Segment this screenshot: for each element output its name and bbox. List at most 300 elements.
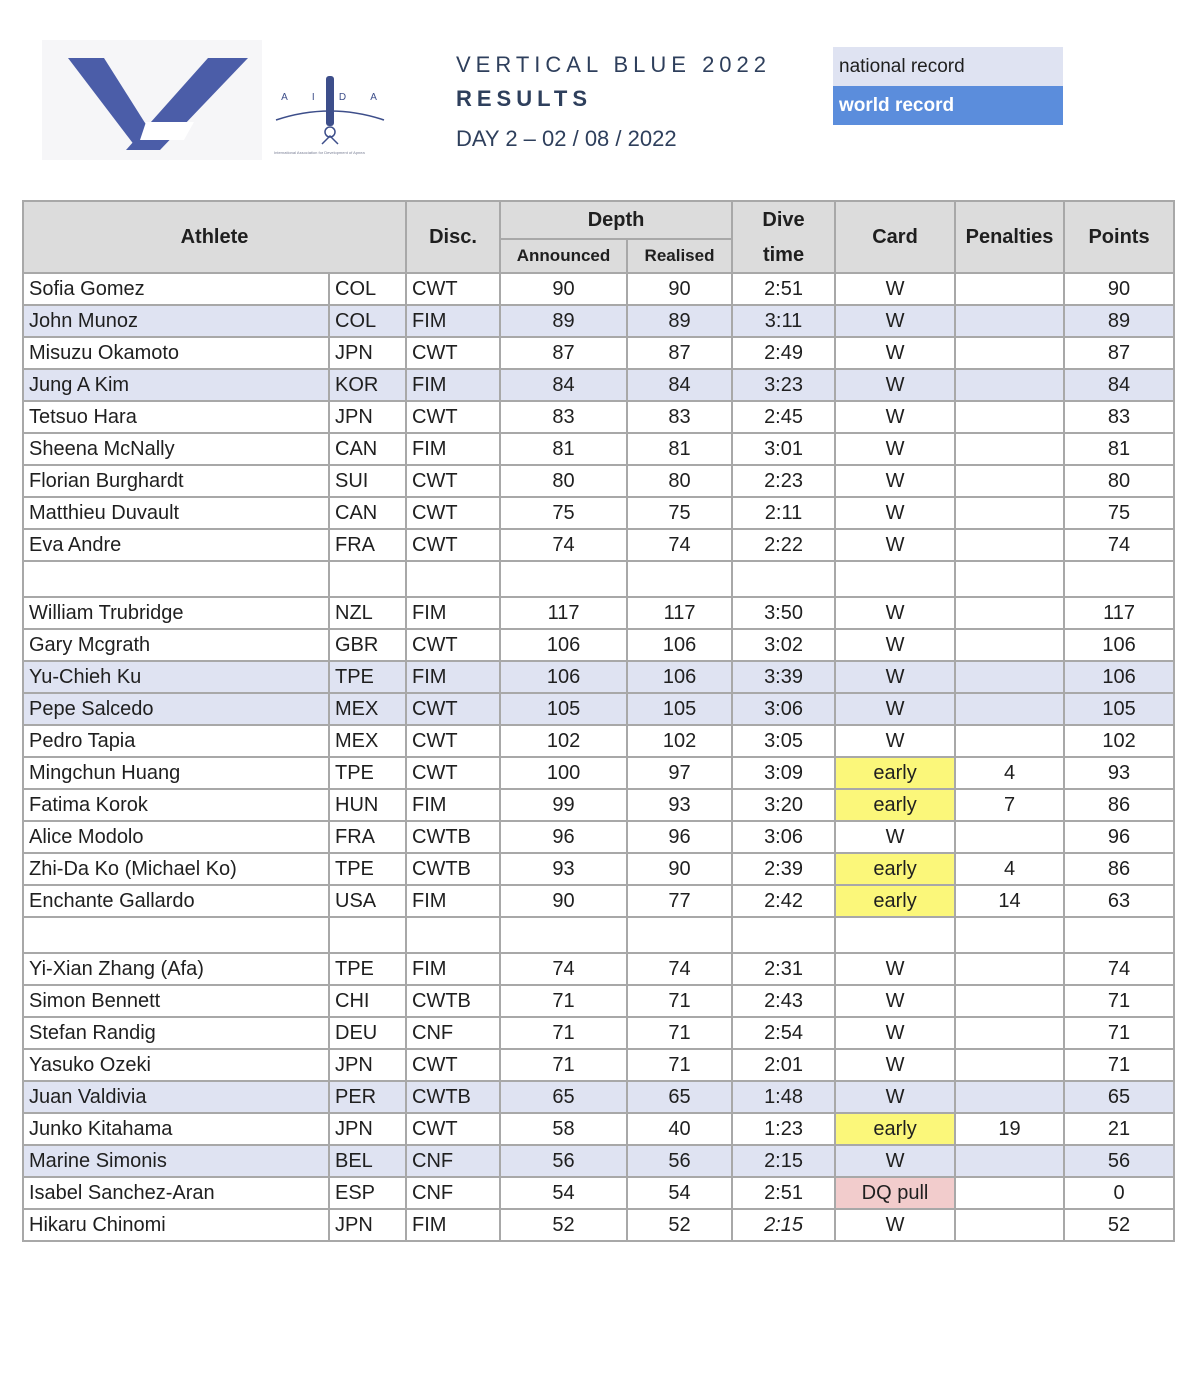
points-cell: 90 (1064, 273, 1174, 305)
penalties-cell: 19 (955, 1113, 1064, 1145)
points-cell: 105 (1064, 693, 1174, 725)
country-code-cell: TPE (329, 661, 406, 693)
header-card: Card (835, 201, 955, 273)
depth-announced-cell: 56 (500, 1145, 627, 1177)
table-row (23, 821, 1174, 853)
dive-time-cell: 3:11 (732, 305, 835, 337)
depth-announced-cell: 71 (500, 985, 627, 1017)
discipline-cell: FIM (406, 433, 500, 465)
dive-time-cell: 2:54 (732, 1017, 835, 1049)
vertical-blue-logo (42, 40, 262, 160)
table-row (23, 369, 1174, 401)
card-cell: W (835, 433, 955, 465)
athlete-name-cell: Yasuko Ozeki (23, 1049, 329, 1081)
dive-time-cell: 3:20 (732, 789, 835, 821)
country-code-cell: JPN (329, 1049, 406, 1081)
depth-realised-cell: 40 (627, 1113, 732, 1145)
points-cell: 65 (1064, 1081, 1174, 1113)
depth-announced-cell: 54 (500, 1177, 627, 1209)
depth-announced-cell: 58 (500, 1113, 627, 1145)
table-row (23, 305, 1174, 337)
dive-time-cell: 2:23 (732, 465, 835, 497)
penalties-cell (955, 661, 1064, 693)
dive-time-cell: 2:39 (732, 853, 835, 885)
depth-realised-cell: 90 (627, 853, 732, 885)
card-cell: W (835, 529, 955, 561)
country-code-cell: CAN (329, 497, 406, 529)
country-code-cell: JPN (329, 401, 406, 433)
card-cell: early (835, 885, 955, 917)
discipline-cell: FIM (406, 885, 500, 917)
penalties-cell: 14 (955, 885, 1064, 917)
depth-realised-cell: 106 (627, 629, 732, 661)
aida-letter: I (311, 92, 317, 103)
empty-cell (732, 917, 835, 953)
dive-time-cell: 2:15 (732, 1145, 835, 1177)
empty-cell (955, 561, 1064, 597)
penalties-cell (955, 1017, 1064, 1049)
discipline-cell: CWTB (406, 985, 500, 1017)
table-row (23, 401, 1174, 433)
athlete-name-cell: Zhi-Da Ko (Michael Ko) (23, 853, 329, 885)
athlete-name-cell: Misuzu Okamoto (23, 337, 329, 369)
table-row (23, 1017, 1174, 1049)
dive-time-cell: 3:23 (732, 369, 835, 401)
athlete-name-cell: Fatima Korok (23, 789, 329, 821)
card-cell: DQ pull (835, 1177, 955, 1209)
country-code-cell: JPN (329, 1209, 406, 1241)
discipline-cell: CWT (406, 529, 500, 561)
discipline-cell: CWTB (406, 1081, 500, 1113)
dive-time-cell: 2:51 (732, 273, 835, 305)
discipline-cell: FIM (406, 1209, 500, 1241)
dive-time-cell: 2:45 (732, 401, 835, 433)
points-cell: 86 (1064, 853, 1174, 885)
penalties-cell (955, 693, 1064, 725)
results-body (23, 273, 1174, 1241)
table-row (23, 885, 1174, 917)
empty-cell (329, 561, 406, 597)
spacer-row (23, 917, 1174, 953)
penalties-cell (955, 369, 1064, 401)
empty-cell (835, 561, 955, 597)
athlete-name-cell: Pedro Tapia (23, 725, 329, 757)
points-cell: 93 (1064, 757, 1174, 789)
card-cell: W (835, 465, 955, 497)
day-date: DAY 2 – 02 / 08 / 2022 (456, 126, 677, 151)
penalties-cell: 7 (955, 789, 1064, 821)
country-code-cell: ESP (329, 1177, 406, 1209)
card-cell: early (835, 757, 955, 789)
table-row (23, 1081, 1174, 1113)
card-cell: W (835, 305, 955, 337)
dive-time-cell: 2:42 (732, 885, 835, 917)
points-cell: 86 (1064, 789, 1174, 821)
discipline-cell: CWT (406, 273, 500, 305)
depth-announced-cell: 71 (500, 1049, 627, 1081)
depth-announced-cell: 96 (500, 821, 627, 853)
athlete-name-cell: Sofia Gomez (23, 273, 329, 305)
header-points: Points (1064, 201, 1174, 273)
points-cell: 52 (1064, 1209, 1174, 1241)
empty-cell (500, 917, 627, 953)
header-disc: Disc. (406, 201, 500, 273)
points-cell: 74 (1064, 953, 1174, 985)
event-title: VERTICAL BLUE 2022 (456, 52, 772, 77)
dive-time-cell: 3:06 (732, 693, 835, 725)
depth-announced-cell: 90 (500, 273, 627, 305)
card-cell: W (835, 985, 955, 1017)
dive-time-cell: 2:49 (732, 337, 835, 369)
card-cell: W (835, 337, 955, 369)
athlete-name-cell: Junko Kitahama (23, 1113, 329, 1145)
discipline-cell: FIM (406, 953, 500, 985)
depth-realised-cell: 65 (627, 1081, 732, 1113)
card-cell: W (835, 821, 955, 853)
depth-announced-cell: 81 (500, 433, 627, 465)
table-row (23, 953, 1174, 985)
depth-realised-cell: 77 (627, 885, 732, 917)
table-row (23, 465, 1174, 497)
athlete-name-cell: Pepe Salcedo (23, 693, 329, 725)
depth-realised-cell: 80 (627, 465, 732, 497)
card-cell: early (835, 1113, 955, 1145)
empty-cell (23, 561, 329, 597)
points-cell: 71 (1064, 1049, 1174, 1081)
country-code-cell: MEX (329, 693, 406, 725)
athlete-name-cell: Mingchun Huang (23, 757, 329, 789)
table-row (23, 1113, 1174, 1145)
depth-announced-cell: 89 (500, 305, 627, 337)
card-cell: W (835, 693, 955, 725)
depth-realised-cell: 97 (627, 757, 732, 789)
country-code-cell: FRA (329, 529, 406, 561)
country-code-cell: TPE (329, 757, 406, 789)
dive-time-cell: 3:50 (732, 597, 835, 629)
discipline-cell: CNF (406, 1177, 500, 1209)
empty-cell (627, 917, 732, 953)
depth-realised-cell: 105 (627, 693, 732, 725)
depth-realised-cell: 117 (627, 597, 732, 629)
header-time: time (732, 239, 835, 273)
athlete-name-cell: Hikaru Chinomi (23, 1209, 329, 1241)
penalties-cell (955, 985, 1064, 1017)
penalties-cell (955, 629, 1064, 661)
results-table (22, 200, 1175, 1242)
table-row (23, 789, 1174, 821)
depth-announced-cell: 52 (500, 1209, 627, 1241)
card-cell: W (835, 497, 955, 529)
dive-time-cell: 2:01 (732, 1049, 835, 1081)
discipline-cell: FIM (406, 369, 500, 401)
points-cell: 21 (1064, 1113, 1174, 1145)
header-realised: Realised (627, 239, 732, 273)
discipline-cell: CWTB (406, 821, 500, 853)
empty-cell (835, 917, 955, 953)
aida-letter: A (281, 92, 290, 103)
points-cell: 63 (1064, 885, 1174, 917)
aida-letter: A (370, 92, 379, 103)
penalties-cell (955, 1145, 1064, 1177)
discipline-cell: CWT (406, 497, 500, 529)
depth-realised-cell: 83 (627, 401, 732, 433)
penalties-cell (955, 433, 1064, 465)
discipline-cell: CWT (406, 401, 500, 433)
points-cell: 81 (1064, 433, 1174, 465)
depth-announced-cell: 80 (500, 465, 627, 497)
depth-announced-cell: 71 (500, 1017, 627, 1049)
table-row (23, 985, 1174, 1017)
athlete-name-cell: Gary Mcgrath (23, 629, 329, 661)
table-row (23, 661, 1174, 693)
athlete-name-cell: Alice Modolo (23, 821, 329, 853)
depth-realised-cell: 71 (627, 1017, 732, 1049)
card-cell: W (835, 629, 955, 661)
card-cell: W (835, 1049, 955, 1081)
depth-realised-cell: 84 (627, 369, 732, 401)
empty-cell (732, 561, 835, 597)
discipline-cell: CWT (406, 1113, 500, 1145)
points-cell: 117 (1064, 597, 1174, 629)
depth-announced-cell: 105 (500, 693, 627, 725)
country-code-cell: DEU (329, 1017, 406, 1049)
athlete-name-cell: Isabel Sanchez-Aran (23, 1177, 329, 1209)
points-cell: 102 (1064, 725, 1174, 757)
aida-caption: International Association for Development of Apnea (274, 150, 365, 155)
penalties-cell (955, 725, 1064, 757)
legend-world-record: world record (833, 86, 1063, 125)
athlete-name-cell: John Munoz (23, 305, 329, 337)
header-athlete: Athlete (23, 201, 406, 273)
discipline-cell: FIM (406, 789, 500, 821)
country-code-cell: PER (329, 1081, 406, 1113)
card-cell: W (835, 1209, 955, 1241)
country-code-cell: NZL (329, 597, 406, 629)
dive-time-cell: 3:02 (732, 629, 835, 661)
depth-realised-cell: 102 (627, 725, 732, 757)
discipline-cell: CWT (406, 1049, 500, 1081)
penalties-cell (955, 401, 1064, 433)
athlete-name-cell: Tetsuo Hara (23, 401, 329, 433)
table-row (23, 597, 1174, 629)
empty-cell (1064, 561, 1174, 597)
depth-announced-cell: 106 (500, 661, 627, 693)
card-cell: early (835, 853, 955, 885)
legend-national-record: national record (833, 47, 1063, 86)
discipline-cell: CWTB (406, 853, 500, 885)
athlete-name-cell: Juan Valdivia (23, 1081, 329, 1113)
country-code-cell: COL (329, 273, 406, 305)
empty-cell (406, 917, 500, 953)
discipline-cell: CWT (406, 337, 500, 369)
points-cell: 87 (1064, 337, 1174, 369)
discipline-cell: CWT (406, 757, 500, 789)
depth-announced-cell: 75 (500, 497, 627, 529)
spacer-row (23, 561, 1174, 597)
penalties-cell (955, 337, 1064, 369)
country-code-cell: SUI (329, 465, 406, 497)
penalties-cell (955, 497, 1064, 529)
points-cell: 74 (1064, 529, 1174, 561)
country-code-cell: BEL (329, 1145, 406, 1177)
points-cell: 0 (1064, 1177, 1174, 1209)
penalties-cell (955, 597, 1064, 629)
country-code-cell: TPE (329, 853, 406, 885)
country-code-cell: CAN (329, 433, 406, 465)
empty-cell (329, 917, 406, 953)
dive-time-cell: 2:31 (732, 953, 835, 985)
dive-time-cell: 2:11 (732, 497, 835, 529)
aida-diver-icon (270, 62, 390, 162)
discipline-cell: CWT (406, 693, 500, 725)
depth-realised-cell: 75 (627, 497, 732, 529)
country-code-cell: HUN (329, 789, 406, 821)
title-block (456, 52, 771, 160)
empty-cell (23, 917, 329, 953)
dive-time-cell: 1:48 (732, 1081, 835, 1113)
athlete-name-cell: William Trubridge (23, 597, 329, 629)
points-cell: 71 (1064, 1017, 1174, 1049)
discipline-cell: CNF (406, 1145, 500, 1177)
penalties-cell (955, 305, 1064, 337)
depth-realised-cell: 87 (627, 337, 732, 369)
depth-announced-cell: 99 (500, 789, 627, 821)
card-cell: W (835, 597, 955, 629)
penalties-cell (955, 821, 1064, 853)
athlete-name-cell: Stefan Randig (23, 1017, 329, 1049)
depth-announced-cell: 102 (500, 725, 627, 757)
athlete-name-cell: Yi-Xian Zhang (Afa) (23, 953, 329, 985)
penalties-cell (955, 1177, 1064, 1209)
depth-announced-cell: 117 (500, 597, 627, 629)
empty-cell (955, 917, 1064, 953)
card-cell: W (835, 1081, 955, 1113)
table-row (23, 433, 1174, 465)
points-cell: 89 (1064, 305, 1174, 337)
penalties-cell (955, 1209, 1064, 1241)
card-cell: W (835, 401, 955, 433)
table-row (23, 1145, 1174, 1177)
depth-realised-cell: 90 (627, 273, 732, 305)
athlete-name-cell: Florian Burghardt (23, 465, 329, 497)
depth-realised-cell: 89 (627, 305, 732, 337)
athlete-name-cell: Yu-Chieh Ku (23, 661, 329, 693)
points-cell: 96 (1064, 821, 1174, 853)
table-row (23, 757, 1174, 789)
country-code-cell: COL (329, 305, 406, 337)
points-cell: 75 (1064, 497, 1174, 529)
card-cell: W (835, 661, 955, 693)
penalties-cell (955, 529, 1064, 561)
discipline-cell: CWT (406, 629, 500, 661)
athlete-name-cell: Simon Bennett (23, 985, 329, 1017)
table-row (23, 853, 1174, 885)
depth-realised-cell: 74 (627, 953, 732, 985)
discipline-cell: CWT (406, 725, 500, 757)
points-cell: 106 (1064, 629, 1174, 661)
depth-announced-cell: 84 (500, 369, 627, 401)
card-cell: W (835, 725, 955, 757)
table-row (23, 1049, 1174, 1081)
depth-realised-cell: 93 (627, 789, 732, 821)
points-cell: 84 (1064, 369, 1174, 401)
dive-time-cell: 2:43 (732, 985, 835, 1017)
empty-cell (406, 561, 500, 597)
athlete-name-cell: Sheena McNally (23, 433, 329, 465)
aida-letter: D (338, 92, 349, 103)
aida-logo (270, 62, 390, 162)
penalties-cell: 4 (955, 757, 1064, 789)
athlete-name-cell: Eva Andre (23, 529, 329, 561)
record-legend (833, 47, 1063, 125)
card-cell: early (835, 789, 955, 821)
dive-time-cell: 3:01 (732, 433, 835, 465)
table-row (23, 273, 1174, 305)
table-row (23, 629, 1174, 661)
dive-time-cell: 3:06 (732, 821, 835, 853)
dive-time-cell: 2:15 (732, 1209, 835, 1241)
depth-realised-cell: 52 (627, 1209, 732, 1241)
card-cell: W (835, 369, 955, 401)
depth-realised-cell: 54 (627, 1177, 732, 1209)
card-cell: W (835, 273, 955, 305)
table-row (23, 337, 1174, 369)
depth-realised-cell: 74 (627, 529, 732, 561)
depth-realised-cell: 71 (627, 985, 732, 1017)
depth-announced-cell: 74 (500, 953, 627, 985)
penalties-cell (955, 953, 1064, 985)
points-cell: 56 (1064, 1145, 1174, 1177)
points-cell: 106 (1064, 661, 1174, 693)
discipline-cell: FIM (406, 597, 500, 629)
header-announced: Announced (500, 239, 627, 273)
empty-cell (500, 561, 627, 597)
depth-realised-cell: 96 (627, 821, 732, 853)
athlete-name-cell: Jung A Kim (23, 369, 329, 401)
depth-realised-cell: 106 (627, 661, 732, 693)
card-cell: W (835, 1145, 955, 1177)
table-row (23, 1209, 1174, 1241)
empty-cell (627, 561, 732, 597)
dive-time-cell: 3:09 (732, 757, 835, 789)
depth-announced-cell: 83 (500, 401, 627, 433)
table-row (23, 529, 1174, 561)
country-code-cell: JPN (329, 337, 406, 369)
athlete-name-cell: Marine Simonis (23, 1145, 329, 1177)
country-code-cell: GBR (329, 629, 406, 661)
depth-announced-cell: 65 (500, 1081, 627, 1113)
country-code-cell: FRA (329, 821, 406, 853)
points-cell: 71 (1064, 985, 1174, 1017)
depth-announced-cell: 93 (500, 853, 627, 885)
discipline-cell: CWT (406, 465, 500, 497)
athlete-name-cell: Enchante Gallardo (23, 885, 329, 917)
penalties-cell (955, 1049, 1064, 1081)
discipline-cell: CNF (406, 1017, 500, 1049)
penalties-cell (955, 1081, 1064, 1113)
depth-announced-cell: 87 (500, 337, 627, 369)
header-penalties: Penalties (955, 201, 1064, 273)
dive-time-cell: 2:51 (732, 1177, 835, 1209)
empty-cell (1064, 917, 1174, 953)
depth-realised-cell: 71 (627, 1049, 732, 1081)
table-row (23, 497, 1174, 529)
depth-announced-cell: 100 (500, 757, 627, 789)
country-code-cell: JPN (329, 1113, 406, 1145)
table-row (23, 1177, 1174, 1209)
dive-time-cell: 3:05 (732, 725, 835, 757)
points-cell: 83 (1064, 401, 1174, 433)
